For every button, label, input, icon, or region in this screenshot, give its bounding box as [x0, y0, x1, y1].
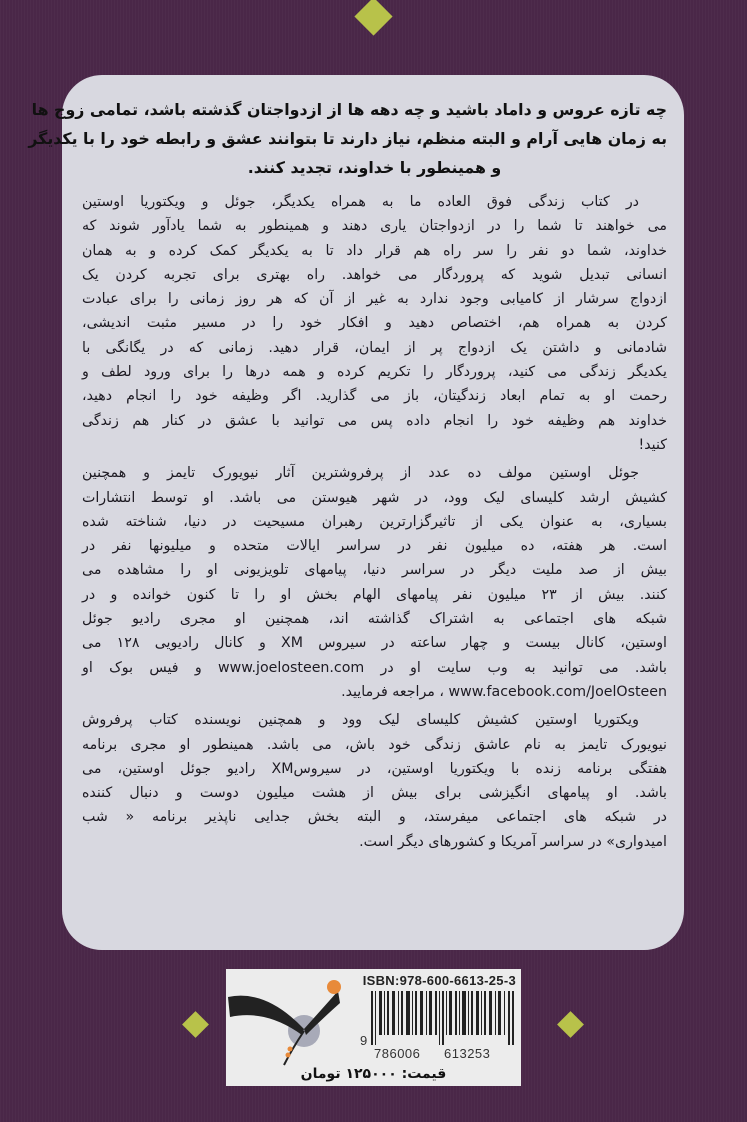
para-line: بیش از صد ملیت دیگر در سراسر دنیا، پیامهای تلویزیونی او را مشاهده می [82, 562, 667, 579]
para-line: کنید! [638, 436, 667, 453]
back-cover-text-panel [28, 75, 684, 950]
para-line: در شبکه های اجتماعی میفرستد، و البته بخش جدایی ناپذیر برنامه « شب [82, 809, 667, 826]
para-line: رحمت او به تمام ابعاد زندگیتان، باز می گذارید. اگر وظیفه خود را انجام دهید، [82, 388, 667, 405]
price-label: قیمت: ۱۲۵۰۰۰ تومان [300, 1066, 447, 1082]
para-line: اوستین، کانال بیست و چهار ساعته در سیروس XM و کانال رادیویی ۱۲۸ می [82, 635, 667, 652]
para-line: خداوند هم وظیفه خود را انجام داده پس می توانید با عشق در کنار هم زندگی [82, 412, 667, 429]
diamond-ornament-left-icon [182, 1011, 209, 1038]
lead-line: به زمان هایی آرام و البته منظم، نیاز دارند تا بتوانند عشق و رابطه خود را با یکدیگر [28, 129, 667, 148]
lead-line: چه تازه عروس و داماد باشید و چه دهه ها از ازدواجتان گذشته باشد، تمامی زوج ها [31, 100, 667, 119]
para-line: هفتگی برنامه زنده با ویکتوریا اوستین، در سیروسXM رادیو جوئل اوستین، می [82, 760, 667, 777]
publisher-bird-logo-icon [226, 969, 356, 1069]
para-line: بسیاری، به عنوان یکی از تاثیرگزارترین رهبران مسیحیت در دنیا، شناخته شده [82, 513, 667, 530]
para-line: می خواهند تا شما را در ازدواجتان یاری دهند و همینطور به شما یادآور شوند که [82, 218, 667, 235]
para-line: در کتاب زندگی فوق العاده ما به همراه یکدیگر، جوئل و ویکتوریا اوستین [82, 194, 639, 210]
diamond-ornament-top-icon [354, 0, 392, 36]
para-line: امیدواری» در سراسر آمریکا و کشورهای دیگر است. [359, 833, 667, 850]
diamond-ornament-right-icon [557, 1011, 584, 1038]
para-line: نیویورک تایمز به نام عاشق زندگی خود باش، می باشد. همینطور او مجری برنامه [82, 736, 667, 753]
para-line: خداوند، شما دو نفر را سر راه هم قرار داد تا به یکدیگر کمک کرده و به همان [82, 242, 667, 259]
barcode-icon [371, 991, 515, 1045]
paragraph-victoria-osteen-bio [82, 708, 667, 854]
lead-blurb [28, 95, 667, 182]
para-line: است. هر هفته، ده میلیون نفر در سراسر ایالات متحده و میلیونها نفر در [82, 538, 667, 555]
para-line: جوئل اوستین مولف ده عدد از پرفروشترین آثار نیویورک تایمز و همچنین [82, 465, 639, 482]
para-line: شادمانی و داشتن یک ازدواج پر از ایمان، قرار دهید. زمانی که در یگانگی با [82, 339, 667, 356]
para-line: باشد. او پیامهای انگیزشی برای بیش از هشت میلیون دوست و دنبال کننده [82, 785, 667, 802]
para-line: شبکه های اجتماعی به اشتراک گذاشته اند، همچنین او مجری رادیو جوئل [82, 611, 667, 628]
barcode-digits-group-2: 613253 [444, 1046, 491, 1061]
para-line: انسانی تبدیل شوید که پروردگار می خواهد. راه بهتری برای تجربه کردن یک [82, 266, 667, 283]
para-line: باشد. می توانید به وب سایت او در www.joelosteen.com و فیس بوک او [82, 659, 667, 676]
barcode-prefix: 9 [360, 1033, 368, 1048]
para-line: کنند. بیش از ۲۳ میلیون نفر پیامهای الهام بخش او را تا کنون خوانده و در [82, 586, 667, 603]
para-line: ازدواج سرشار از کامیابی وجود ندارد به غیر از آن که هر روز زمانی را برای عبادت [82, 291, 667, 308]
lead-line: و همینطور با خداوند، تجدید کنند. [247, 158, 502, 177]
para-line: کردن به همراه هم، اختصاص دهید و افکار خود را در مسیر مثبت اندیشی، [82, 315, 667, 332]
isbn-number: ISBN:978-600-6613-25-3 [362, 973, 516, 988]
isbn-barcode-box [226, 969, 521, 1086]
para-line: ویکتوریا اوستین کشیش کلیسای لیک وود و همچنین نویسنده کتاب پرفروش [82, 712, 639, 729]
para-line: www.facebook.com/JoelOsteen ، مراجعه فرمایید. [341, 683, 667, 700]
para-line: یکدیگر زندگی می کنید، پروردگار را تکریم کرده و همه درها را برای ورود لطف و [82, 364, 667, 381]
paragraph-book-description [82, 190, 667, 457]
para-line: کشیش ارشد کلیسای لیک وود، در شهر هیوستن می باشد. او توسط انتشارات [82, 489, 667, 506]
paragraph-joel-osteen-bio [82, 461, 667, 704]
barcode-digits-group-1: 786006 [374, 1046, 421, 1061]
